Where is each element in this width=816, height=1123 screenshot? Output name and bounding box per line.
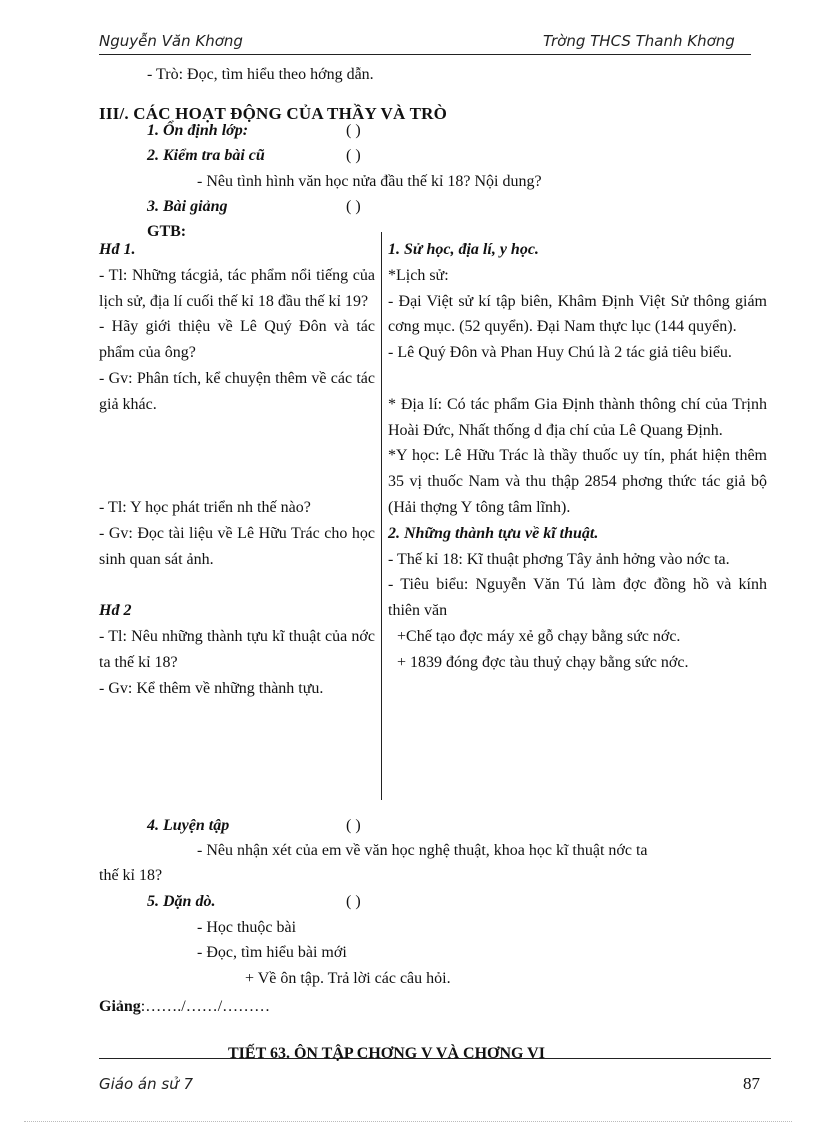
tech-item: - Tiêu biểu: Nguyễn Văn Tú làm đợc đồng hồ và kính thiên văn [388,576,767,620]
hd1-item: - Tl: Y học phát triển nh thế nào? [99,498,311,516]
step-5-title: 5. Dặn dò. [147,893,216,910]
bottom-dotted-rule [24,1121,792,1122]
giang-label: Giảng [99,998,141,1015]
step-5-item: - Đọc, tìm hiểu bài mới [197,944,347,961]
step-3-title: 3. Bài giảng [147,198,228,215]
hd2-item: - Tl: Nêu những thành tựu kĩ thuật của nớc ta thế kỉ 18? [99,627,375,671]
hd1-item: - Tl: Những tácgiả, tác phẩm nổi tiếng của lịch sử, địa lí cuối thế kỉ 18 đầu thế kỉ 19? [99,266,375,310]
step-4-line2: thế kỉ 18? [99,867,163,884]
hd1-item: - Gv: Đọc tài liệu về Lê Hữu Trác cho học sinh quan sát ảnh. [99,524,375,568]
step-2-paren: ( ) [346,147,361,164]
left-column [99,237,375,701]
medicine-paragraph: *Y học: Lê Hữu Trác là thầy thuốc uy tín, phát hiện thêm 35 vị thuốc Nam và thu thập 2854 phơng thức tác giả bộ (Hải thợng Y tông tâm lĩnh). [388,447,767,516]
section-1-heading: 1. Sử học, địa lí, y học. [388,241,539,258]
header-author: Nguyễn Văn Khơng [99,32,243,50]
history-item: - Lê Quý Đôn và Phan Huy Chú là 2 tác giả tiêu biểu. [388,344,732,362]
step-3-paren: ( ) [346,198,361,215]
hd1-title: Hđ 1. [99,241,136,258]
hd2-item: - Gv: Kể thêm về những thành tựu. [99,679,324,697]
step-5-subitem: + Về ôn tập. Trả lời các câu hỏi. [245,970,451,987]
step-2-question: - Nêu tình hình văn học nửa đầu thế kỉ 18? Nội dung? [197,173,542,190]
next-lesson-title: TIẾT 63. ÔN TẬP CHƠNG V VÀ CHƠNG VI [228,1045,545,1062]
step-5-paren: ( ) [346,893,361,910]
step-5-item: - Học thuộc bài [197,919,297,936]
giang-line [99,994,270,1020]
footer-subject: Giáo án sử 7 [99,1075,194,1093]
gtb-label: GTB: [147,223,187,240]
step-2-title: 2. Kiểm tra bài cũ [147,147,265,164]
section-2-heading: 2. Những thành tựu về kĩ thuật. [388,524,599,542]
step-4-line1: - Nêu nhận xét của em về văn học nghệ thuật, khoa học kĩ thuật nớc ta [197,842,648,859]
step-1-title: 1. Ổn định lớp: [147,122,249,139]
tech-item: - Thế kỉ 18: Kĩ thuật phơng Tây ảnh hởng vào nớc ta. [388,550,730,568]
geography-paragraph: * Địa lí: Có tác phẩm Gia Định thành thông chí của Trịnh Hoài Đức, Nhất thống d địa chí của Lê Quang Định. [388,395,767,439]
page-number: 87 [743,1074,760,1093]
header-rule [99,54,751,55]
column-divider [381,232,382,800]
intro-line: - Trò: Đọc, tìm hiểu theo hớng dẫn. [147,66,374,83]
history-item: - Đại Việt sử kí tập biên, Khâm Định Việt Sử thông giám cơng mục. (52 quyển). Đại Nam thực lục (144 quyển). [388,292,767,336]
giang-dots: :……./……/……… [140,998,271,1015]
hd1-item: - Gv: Phân tích, kể chuyện thêm về các tác giả khác. [99,369,375,413]
section-title: III/. CÁC HOẠT ĐỘNG CỦA THẦY VÀ TRÒ [99,104,448,123]
tech-subitem: + 1839 đóng đợc tàu thuỷ chạy bằng sức nớc. [397,653,689,671]
right-column [388,237,767,676]
header-school: Trờng THCS Thanh Khơng [543,32,735,50]
hd2-title: Hđ 2 [99,602,132,620]
hd1-item: - Hãy giới thiệu về Lê Quý Đôn và tác phẩm của ông? [99,318,375,362]
step-4-paren: ( ) [346,817,361,834]
step-1-paren: ( ) [346,122,361,139]
step-4-title: 4. Luyện tập [147,817,230,834]
tech-subitem: +Chế tạo đợc máy xẻ gỗ chạy bằng sức nớc. [397,627,681,645]
history-label: *Lịch sử: [388,266,449,284]
